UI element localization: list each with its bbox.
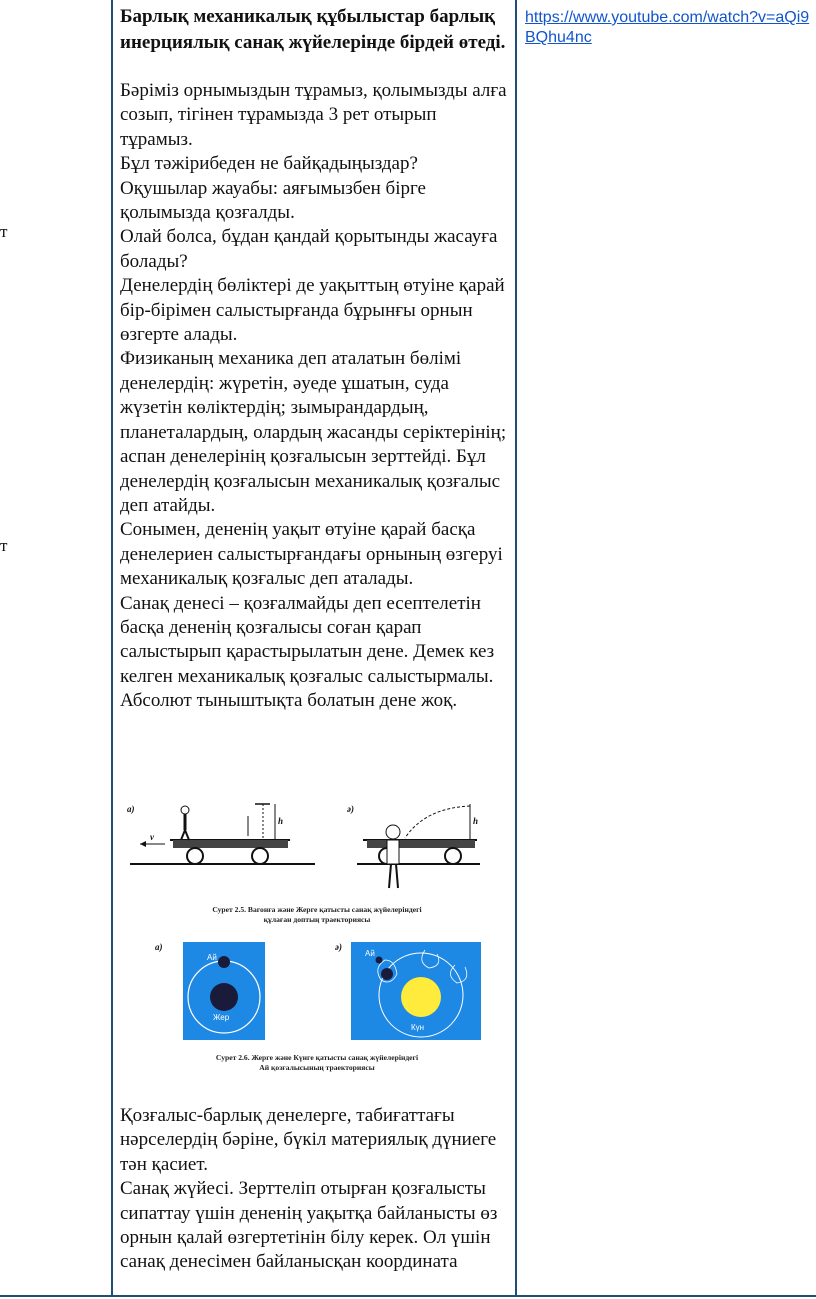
velocity-arrow-head bbox=[140, 841, 146, 847]
physics-figure bbox=[125, 800, 510, 1090]
wagon-wheel bbox=[252, 848, 268, 864]
height-label: h bbox=[278, 816, 284, 826]
paragraph: Сонымен, дененің уақыт өтуіне қарай басқа денелериен салыстырғандағы орнының өзгеруі механикалық қозғалыс деп аталады. bbox=[120, 519, 503, 590]
moon-label: Ай bbox=[207, 953, 217, 962]
panel-a-label: а) bbox=[155, 942, 163, 952]
paragraph: Физиканың механика деп аталатын бөлімі денелердің: жүретін, әуеде ұшатын, суда жүзетін көліктердің; зымырандардың, планеталардың, олардың жасанды серіктерінің; аспан денелерінің қозғалысын зерттейді. Бұл денелердің қозғалысын механикалық қозғалыс деп атайды. bbox=[120, 348, 507, 516]
wagon-body bbox=[367, 840, 475, 848]
table-border-bottom bbox=[0, 1295, 816, 1297]
moon-body bbox=[376, 957, 383, 964]
left-column-fragment: т bbox=[0, 536, 8, 555]
moon-label: Ай bbox=[365, 949, 375, 958]
section-heading: Барлық механикалық құбылыстар барлық инерциялық санақ жүйелерінде бірдей өтеді. bbox=[120, 6, 506, 53]
left-column-fragment: т bbox=[0, 222, 8, 241]
person-head bbox=[181, 806, 189, 814]
paragraph: Бәріміз орнымыздын тұрамыз, қолымызды алға созып, тігінен тұрамызда 3 рет отырып тұрамыз. bbox=[120, 80, 507, 150]
figure-caption: Сурет 2.5. Вагонға және Жерге қатысты санақ жүйелеріндегі bbox=[212, 905, 422, 914]
figure-caption: құлаған доптың траекториясы bbox=[263, 915, 371, 924]
paragraph: Бұл тәжірибеден не байқадыңыздар? bbox=[120, 153, 418, 175]
sun-body bbox=[401, 977, 441, 1017]
observer-leg bbox=[396, 864, 398, 888]
earth-body bbox=[381, 968, 393, 980]
table-border-left bbox=[111, 0, 113, 1297]
person-leg bbox=[181, 830, 185, 840]
wagon-body bbox=[173, 840, 288, 848]
lesson-content bbox=[120, 4, 512, 714]
paragraph: Қозғалыс-барлық денелерге, табиғаттағы нәрселердің бәріне, бүкіл материялық дүниеге тән қасиет. bbox=[120, 1105, 497, 1175]
paragraph: Санақ денесі – қозғалмайды деп есептелетін басқа дененің қозғалысы соған қарап салыстырып қарастырылатын дене. Демек кез келген механикалық қозғалыс салыстырмалы. Абсолют тыныштықта болатын дене жоқ. bbox=[120, 592, 495, 712]
paragraph: Оқушылар жауабы: аяғымызбен бірге қолымызда қозғалды. bbox=[120, 177, 426, 224]
panel-a-label: а) bbox=[127, 804, 135, 814]
observer-leg bbox=[389, 864, 391, 888]
wagon-wheel bbox=[445, 848, 461, 864]
sun-label: Күн bbox=[411, 1023, 425, 1032]
paragraph: Денелердің бөліктері де уақыттың өтуіне қарай бір-бірімен салыстырғанда бұрынғы орнын өзгерте алады. bbox=[120, 275, 505, 346]
youtube-link[interactable]: https://www.youtube.com/watch?v=aQi9BQhu4nc bbox=[525, 9, 810, 46]
earth-body bbox=[210, 983, 238, 1011]
panel-ae-label: ә) bbox=[347, 804, 354, 814]
panel-ae-label: ә) bbox=[335, 942, 342, 952]
paragraph: Олай болса, бұдан қандай қорытынды жасауға болады? bbox=[120, 226, 498, 272]
figure-caption: Сурет 2.6. Жерге және Күнге қатысты санақ жүйелеріндегі bbox=[215, 1053, 419, 1062]
observer-head bbox=[386, 825, 400, 839]
wagon-wheel bbox=[187, 848, 203, 864]
table-border-right bbox=[515, 0, 517, 1297]
height-label: h bbox=[473, 816, 479, 826]
person-leg bbox=[185, 830, 189, 840]
moon-body bbox=[218, 956, 230, 968]
paragraph: Санақ жүйесі. Зерттеліп отырған қозғалысты сипаттау үшін дененің уақытқа байланысты өз орнын қалай өзгертетінін білу керек. Ол үшін санақ денесімен байланысқан координата bbox=[120, 1178, 498, 1273]
earth-label: Жер bbox=[213, 1013, 230, 1022]
lesson-content-continued bbox=[120, 1104, 512, 1275]
velocity-label: v bbox=[150, 832, 154, 842]
observer-body bbox=[387, 840, 399, 864]
ball-parabola bbox=[405, 806, 470, 838]
figure-caption: Ай қозғалысының траекториясы bbox=[259, 1063, 375, 1072]
